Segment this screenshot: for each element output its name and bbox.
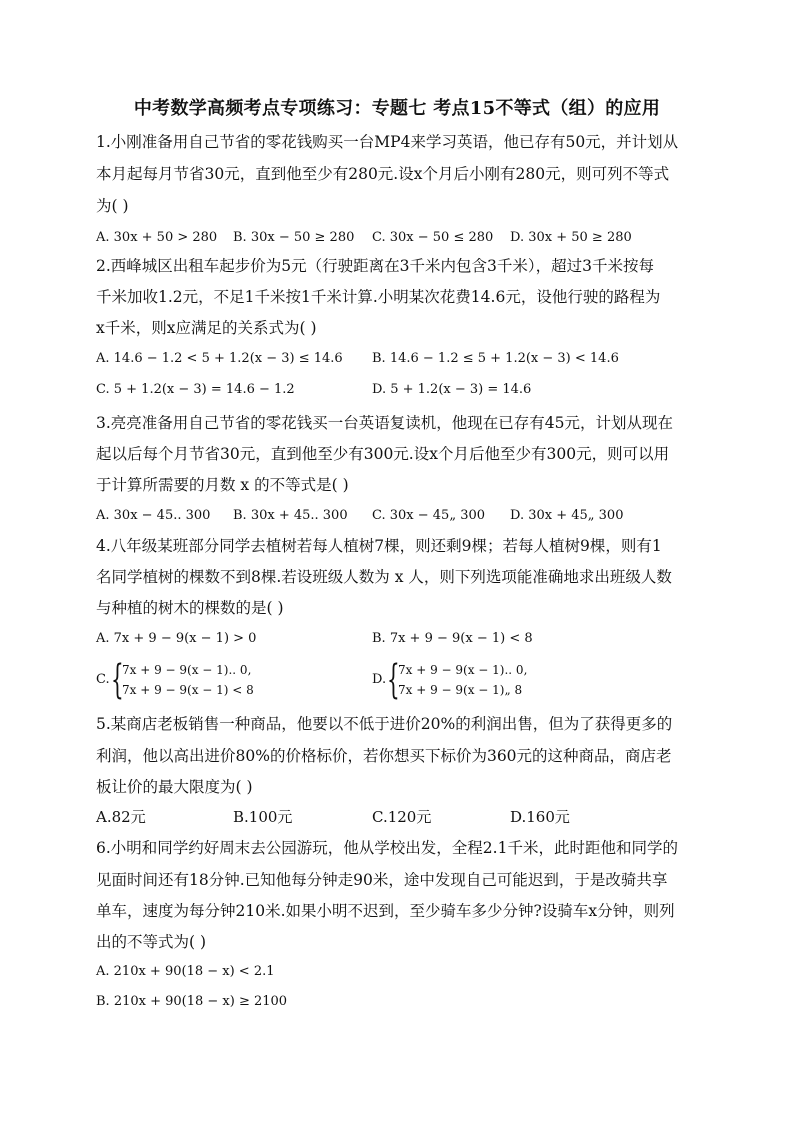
question-1-line-3: 为( ) xyxy=(96,197,129,215)
question-4-option-b: B. 7x + 9 − 9(x − 1) < 8 xyxy=(372,631,533,646)
question-3-option-d: D. 30x + 45„ 300 xyxy=(510,508,624,523)
option-d-equation-2: 7x + 9 − 9(x − 1)„ 8 xyxy=(398,683,523,697)
left-brace: { xyxy=(387,657,400,703)
question-5-option-c: C.120元 xyxy=(372,808,432,826)
question-4-option-c xyxy=(96,657,346,704)
question-1-option-b: B. 30x − 50 ≥ 280 xyxy=(233,230,355,245)
question-3-line-2: 起以后每个月节省30元，直到他至少有300元.设x个月后他至少有300元，则可以用 xyxy=(96,445,670,463)
question-2-option-a: A. 14.6 − 1.2 < 5 + 1.2(x − 3) ≤ 14.6 xyxy=(96,351,343,366)
left-brace: { xyxy=(111,657,124,703)
question-3-line-3: 于计算所需要的月数 x 的不等式是( ) xyxy=(96,476,349,494)
question-2-option-d: D. 5 + 1.2(x − 3) = 14.6 xyxy=(372,382,532,397)
question-1-option-a: A. 30x + 50 > 280 xyxy=(96,230,218,245)
question-2-line-3: x千米，则x应满足的关系式为( ) xyxy=(96,319,317,337)
question-4-line-1: 4.八年级某班部分同学去植树若每人植树7棵，则还剩9棵；若每人植树9棵，则有1 xyxy=(96,537,662,555)
question-4-line-3: 与种植的树木的棵数的是( ) xyxy=(96,599,284,617)
question-3-line-1: 3.亮亮准备用自己节省的零花钱买一台英语复读机，他现在已存有45元，计划从现在 xyxy=(96,414,674,432)
option-d-equation-1: 7x + 9 − 9(x − 1).. 0, xyxy=(398,663,528,677)
question-1-option-c: C. 30x − 50 ≤ 280 xyxy=(372,230,494,245)
question-5-line-1: 5.某商店老板销售一种商品，他要以不低于进价20%的利润出售，但为了获得更多的 xyxy=(96,715,673,733)
question-4-option-a: A. 7x + 9 − 9(x − 1) > 0 xyxy=(96,631,257,646)
question-6-line-3: 单车，速度为每分钟210米.如果小明不迟到，至少骑车多少分钟?设骑车x分钟，则列 xyxy=(96,902,675,920)
question-6-option-a: A. 210x + 90(18 − x) < 2.1 xyxy=(96,964,275,979)
question-5-option-d: D.160元 xyxy=(510,808,570,826)
question-5-option-a: A.82元 xyxy=(96,808,146,826)
question-3-option-b: B. 30x + 45.. 300 xyxy=(233,508,348,523)
question-6-option-b: B. 210x + 90(18 − x) ≥ 2100 xyxy=(96,994,288,1009)
question-3-option-a: A. 30x − 45.. 300 xyxy=(96,508,211,523)
question-5-line-3: 板让价的最大限度为( ) xyxy=(96,778,253,796)
option-c-label: C. xyxy=(96,672,110,687)
question-1-option-d: D. 30x + 50 ≥ 280 xyxy=(510,230,632,245)
page-title: 中考数学高频考点专项练习：专题七 考点15不等式（组）的应用 xyxy=(133,98,661,119)
question-2-line-2: 千米加收1.2元，不足1千米按1千米计算.小明某次花费14.6元，设他行驶的路程为 xyxy=(96,288,661,306)
question-4-option-d xyxy=(372,657,622,704)
question-2-line-1: 2.西峰城区出租车起步价为5元（行驶距离在3千米内包含3千米），超过3千米按每 xyxy=(96,257,654,275)
question-2-option-b: B. 14.6 − 1.2 ≤ 5 + 1.2(x − 3) < 14.6 xyxy=(372,351,619,366)
question-3-option-c: C. 30x − 45„ 300 xyxy=(372,508,486,523)
option-d-label: D. xyxy=(372,672,387,687)
option-c-equation-1: 7x + 9 − 9(x − 1).. 0, xyxy=(122,663,252,677)
question-2-option-c: C. 5 + 1.2(x − 3) = 14.6 − 1.2 xyxy=(96,382,295,397)
option-c-equation-2: 7x + 9 − 9(x − 1) < 8 xyxy=(122,683,254,697)
question-6-line-1: 6.小明和同学约好周末去公园游玩，他从学校出发，全程2.1千米，此时距他和同学的 xyxy=(96,839,678,857)
question-6-line-2: 见面时间还有18分钟.已知他每分钟走90米，途中发现自己可能迟到，于是改骑共享 xyxy=(96,871,668,889)
question-6-line-4: 出的不等式为( ) xyxy=(96,933,207,951)
question-1-line-1: 1.小刚准备用自己节省的零花钱购买一台MP4来学习英语，他已存有50元，并计划从 xyxy=(96,133,679,151)
question-4-line-2: 名同学植树的棵数不到8棵.若设班级人数为 x 人，则下列选项能准确地求出班级人数 xyxy=(96,568,672,586)
question-5-option-b: B.100元 xyxy=(233,808,293,826)
question-1-line-2: 本月起每月节省30元，直到他至少有280元.设x个月后小刚有280元，则可列不等式 xyxy=(96,165,670,183)
question-5-line-2: 利润，他以高出进价80%的价格标价，若你想买下标价为360元的这种商品，商店老 xyxy=(96,747,672,765)
